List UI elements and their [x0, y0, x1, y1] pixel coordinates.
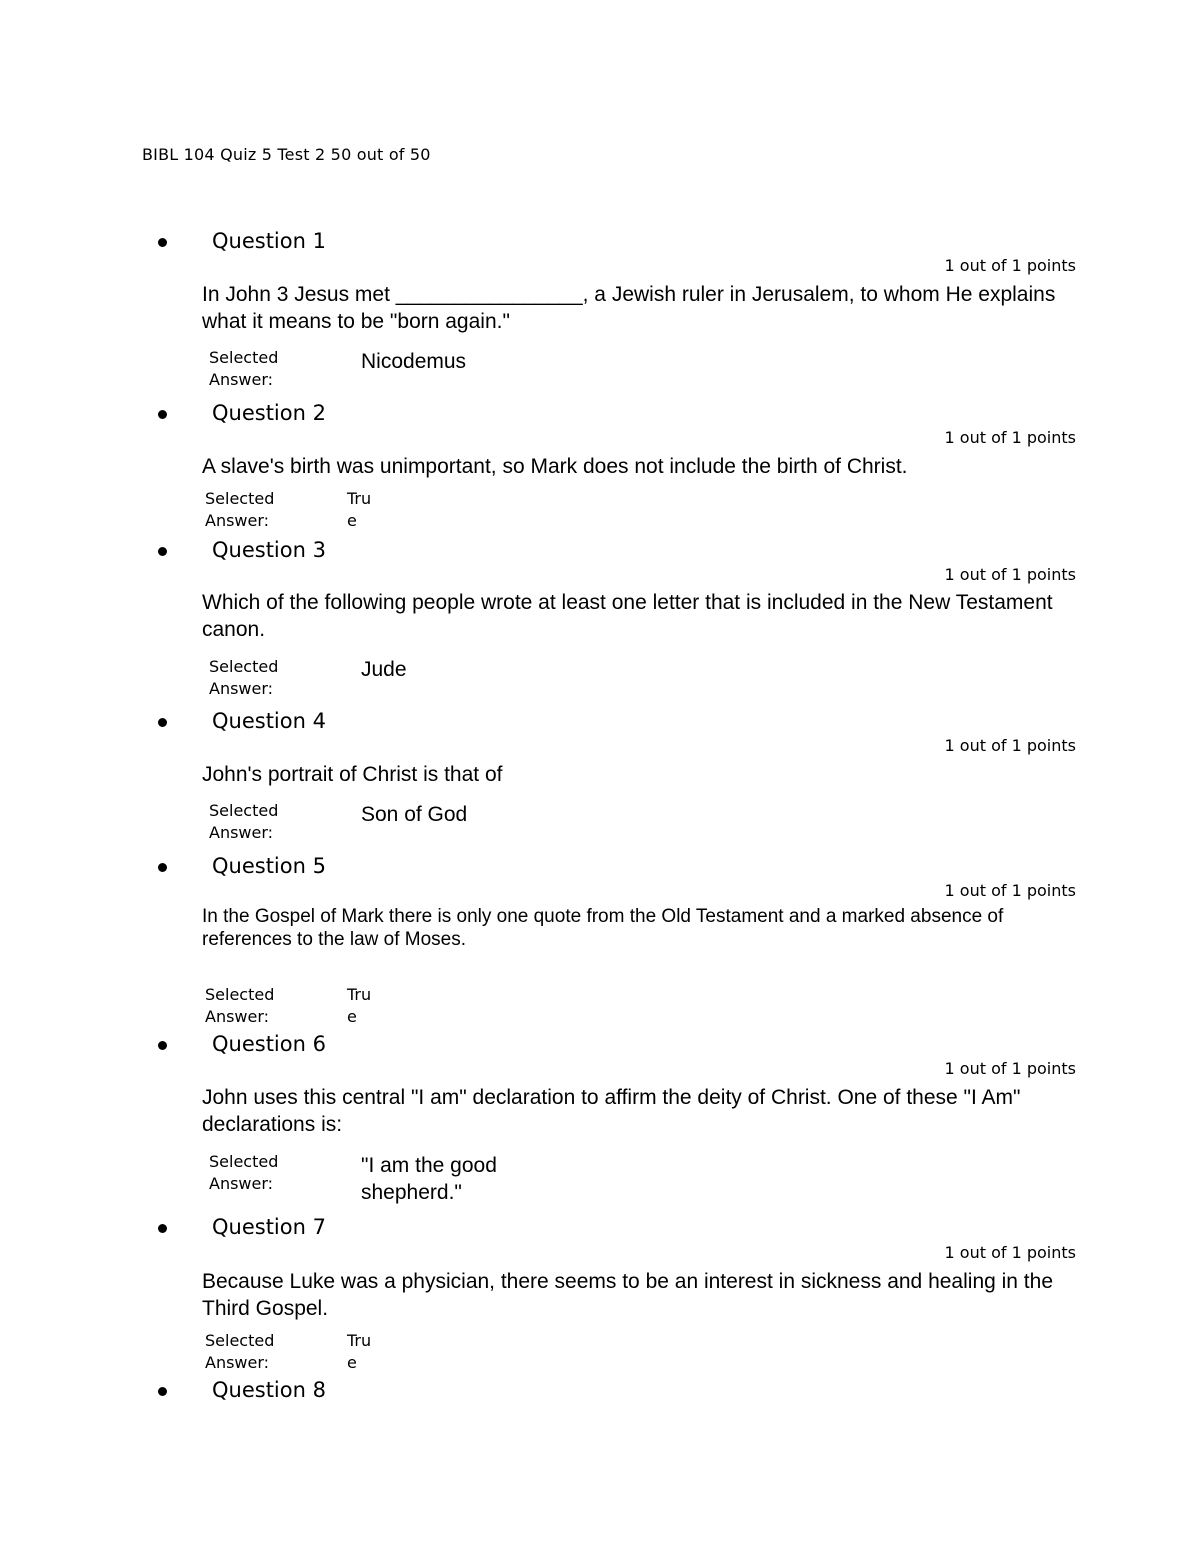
bullet-icon — [158, 1387, 167, 1396]
question-points: 1 out of 1 points — [944, 256, 1076, 275]
selected-answer-label — [209, 800, 319, 844]
question-heading: Question 3 — [212, 538, 326, 562]
selected-label: Selected — [209, 348, 279, 367]
question-points: 1 out of 1 points — [944, 1059, 1076, 1078]
answer-label: Answer: — [209, 679, 274, 698]
question-heading: Question 8 — [212, 1378, 326, 1402]
selected-answer-label — [209, 656, 319, 700]
selected-label: Selected — [205, 985, 275, 1004]
bullet-icon — [158, 1224, 167, 1233]
selected-answer-label — [209, 1151, 319, 1195]
bullet-icon — [158, 410, 167, 419]
question-text: John's portrait of Christ is that of — [202, 763, 503, 786]
bullet-icon — [158, 238, 167, 247]
question-heading: Question 1 — [212, 229, 326, 253]
selected-answer-value: True — [347, 985, 372, 1026]
question-points: 1 out of 1 points — [944, 736, 1076, 755]
answer-label: Answer: — [209, 823, 274, 842]
question-points: 1 out of 1 points — [944, 428, 1076, 447]
bullet-icon — [158, 718, 167, 727]
selected-answer-value: Son of God — [361, 803, 468, 826]
question-text: John uses this central "I am" declaration to affirm the deity of Christ. One of these "I Am" declarations is: — [202, 1086, 1021, 1136]
question-heading: Question 4 — [212, 709, 326, 733]
question-text: In John 3 Jesus met ________________, a Jewish ruler in Jerusalem, to whom He explains what it means to be "born again." — [202, 283, 1056, 333]
selected-label: Selected — [209, 657, 279, 676]
answer-label: Answer: — [209, 1174, 274, 1193]
question-points: 1 out of 1 points — [944, 565, 1076, 584]
selected-answer-value: Nicodemus — [361, 350, 467, 373]
question-text: A slave's birth was unimportant, so Mark does not include the birth of Christ. — [202, 455, 908, 478]
selected-label: Selected — [209, 1152, 279, 1171]
question-heading: Question 5 — [212, 854, 326, 878]
question-points: 1 out of 1 points — [944, 881, 1076, 900]
selected-label: Selected — [209, 801, 279, 820]
selected-answer-label — [209, 347, 319, 391]
selected-answer-label — [205, 1330, 315, 1374]
question-heading: Question 7 — [212, 1215, 326, 1239]
answer-label: Answer: — [205, 1007, 270, 1026]
selected-label: Selected — [205, 489, 275, 508]
answer-label: Answer: — [205, 511, 270, 530]
selected-answer-value: True — [347, 489, 372, 530]
selected-answer-label — [205, 488, 315, 532]
question-heading: Question 6 — [212, 1032, 326, 1056]
selected-answer-value: True — [347, 1331, 372, 1372]
selected-answer-value: "I am the good shepherd." — [361, 1154, 497, 1204]
question-text: Which of the following people wrote at least one letter that is included in the New Testament canon. — [202, 591, 1053, 641]
selected-label: Selected — [205, 1331, 275, 1350]
question-heading: Question 2 — [212, 401, 326, 425]
selected-answer-value: Jude — [361, 658, 407, 681]
question-text: In the Gospel of Mark there is only one quote from the Old Testament and a marked absence of references to the law of Moses. — [202, 906, 1004, 950]
document-title: BIBL 104 Quiz 5 Test 2 50 out of 50 — [142, 145, 431, 164]
bullet-icon — [158, 547, 167, 556]
bullet-icon — [158, 1041, 167, 1050]
selected-answer-label — [205, 984, 315, 1028]
question-text: Because Luke was a physician, there seems to be an interest in sickness and healing in the Third Gospel. — [202, 1270, 1054, 1320]
answer-label: Answer: — [205, 1353, 270, 1372]
question-points: 1 out of 1 points — [944, 1243, 1076, 1262]
bullet-icon — [158, 863, 167, 872]
answer-label: Answer: — [209, 370, 274, 389]
